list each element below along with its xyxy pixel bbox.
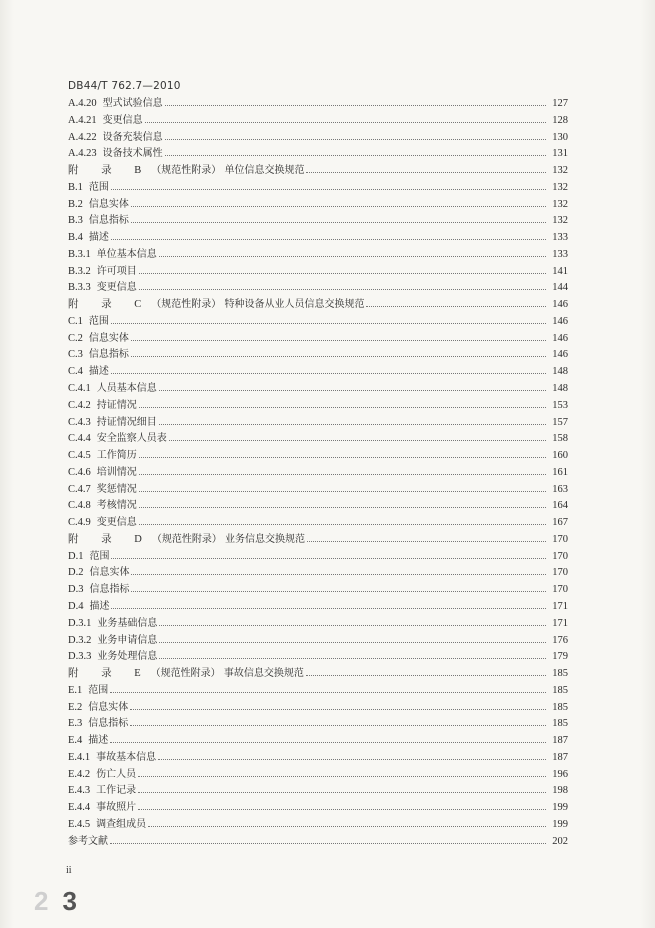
dot-leader <box>130 709 546 710</box>
toc-entry-title: 业务处理信息 <box>97 651 158 663</box>
toc-entry-number: E.2 <box>68 701 83 713</box>
toc-entry-title: 信息指标 <box>88 718 129 730</box>
toc-entry-number: E.4.2 <box>68 768 91 780</box>
toc-entry-number: E.3 <box>68 718 83 730</box>
toc-entry-page: 132 <box>552 198 568 210</box>
toc-entry-number: D.3.3 <box>68 651 92 663</box>
toc-entry[interactable] <box>68 113 568 130</box>
dot-leader <box>306 675 546 676</box>
dot-leader <box>111 239 546 240</box>
toc-entry-title: 范围 <box>89 550 110 562</box>
dot-leader <box>138 792 546 793</box>
dot-leader <box>159 424 546 425</box>
toc-entry-number: C.4.2 <box>68 399 91 411</box>
dot-leader <box>159 256 546 257</box>
toc-entry-title: 信息实体 <box>89 567 130 579</box>
toc-entry[interactable] <box>68 700 568 717</box>
toc-entry-title: 考核情况 <box>96 500 137 512</box>
toc-entry-title: 信息实体 <box>88 332 129 344</box>
toc-entry[interactable] <box>68 197 568 214</box>
toc-entry-page: 132 <box>552 165 568 177</box>
toc-entry-page: 133 <box>552 248 568 260</box>
toc-entry[interactable] <box>68 431 568 448</box>
toc-entry-page: 171 <box>552 617 568 629</box>
toc-entry-number: D.3 <box>68 584 84 596</box>
toc-entry-page: 202 <box>552 835 568 847</box>
toc-entry-number: C.1 <box>68 315 83 327</box>
toc-entry-page: 170 <box>552 567 568 579</box>
dot-leader <box>159 625 546 626</box>
toc-entry-number: C.4.7 <box>68 483 91 495</box>
toc-entry-page: 133 <box>552 232 568 244</box>
dot-leader <box>139 491 546 492</box>
toc-entry-title: 描述 <box>88 366 109 378</box>
toc-entry-title: （规范性附录） 事故信息交换规范 <box>150 668 304 680</box>
toc-entry-number: B.3.1 <box>68 248 91 260</box>
toc-entry-page: 196 <box>552 768 568 780</box>
toc-entry-page: 130 <box>552 131 568 143</box>
toc-entry-page: 146 <box>552 315 568 327</box>
toc-entry[interactable] <box>68 783 568 800</box>
table-of-contents <box>68 96 568 850</box>
toc-entry[interactable] <box>68 482 568 499</box>
toc-entry-number: C.4 <box>68 366 83 378</box>
dot-leader <box>145 122 546 123</box>
toc-entry-page: 185 <box>552 718 568 730</box>
toc-entry-page: 185 <box>552 684 568 696</box>
toc-entry-title: 许可项目 <box>96 265 137 277</box>
dot-leader <box>110 742 546 743</box>
toc-entry-title: 范围 <box>88 181 109 193</box>
dot-leader <box>139 524 546 525</box>
dot-leader <box>139 474 546 475</box>
toc-entry-page: 128 <box>552 114 568 126</box>
toc-entry-page: 163 <box>552 483 568 495</box>
toc-entry[interactable] <box>68 465 568 482</box>
toc-entry[interactable] <box>68 599 568 616</box>
toc-entry[interactable] <box>68 716 568 733</box>
dot-leader <box>138 776 546 777</box>
dot-leader <box>130 725 546 726</box>
toc-entry-number: D.4 <box>68 600 84 612</box>
toc-entry-title: 信息指标 <box>88 349 129 361</box>
toc-entry-title: 伤亡人员 <box>96 768 137 780</box>
toc-entry-page: 127 <box>552 98 568 109</box>
toc-entry-title: 范围 <box>88 684 109 696</box>
toc-entry-page: 146 <box>552 299 568 311</box>
toc-entry-number: B.4 <box>68 232 83 244</box>
toc-entry-number: C.2 <box>68 332 83 344</box>
toc-entry-page: 185 <box>552 701 568 713</box>
toc-entry[interactable] <box>68 415 568 432</box>
toc-entry-title: 单位基本信息 <box>96 248 157 260</box>
dot-leader <box>139 289 546 290</box>
toc-entry-title: 描述 <box>88 735 109 747</box>
toc-entry-title: （规范性附录） 单位信息交换规范 <box>151 165 305 177</box>
toc-entry-page: 198 <box>552 785 568 797</box>
toc-entry-number: B.1 <box>68 181 83 193</box>
toc-entry-number: 附 录 C <box>68 299 152 311</box>
toc-entry-number: 附 录 E <box>68 668 151 680</box>
toc-entry-number: C.4.3 <box>68 416 91 428</box>
toc-entry-page: 144 <box>552 282 568 294</box>
dot-leader <box>366 306 546 307</box>
toc-entry-page: 146 <box>552 349 568 361</box>
toc-entry[interactable] <box>68 750 568 767</box>
toc-entry-number: B.2 <box>68 198 83 210</box>
toc-entry-title: 业务申请信息 <box>97 634 158 646</box>
toc-entry-title: 变更信息 <box>96 282 137 294</box>
toc-entry-page: 157 <box>552 416 568 428</box>
toc-entry-number: A.4.23 <box>68 148 97 160</box>
dot-leader <box>165 105 546 106</box>
dot-leader <box>110 692 546 693</box>
toc-entry[interactable] <box>68 230 568 247</box>
toc-entry-title: 设备充装信息 <box>102 131 163 143</box>
toc-entry[interactable] <box>68 314 568 331</box>
dot-leader <box>148 826 546 827</box>
toc-entry-number: A.4.22 <box>68 131 97 143</box>
toc-entry-number: E.1 <box>68 684 83 696</box>
toc-entry-title: 奖惩情况 <box>96 483 137 495</box>
toc-entry-number: E.4.5 <box>68 818 91 830</box>
dot-leader <box>307 541 546 542</box>
toc-entry-number: C.4.1 <box>68 383 91 395</box>
toc-entry[interactable] <box>68 247 568 264</box>
toc-entry[interactable] <box>68 767 568 784</box>
dot-leader <box>131 356 546 357</box>
toc-entry-number: C.4.9 <box>68 517 91 529</box>
toc-entry-page: 132 <box>552 215 568 227</box>
dot-leader <box>111 558 546 559</box>
toc-entry-page: 170 <box>552 550 568 562</box>
standard-number: DB44/T 762.7—2010 <box>68 80 181 92</box>
toc-entry-title: （规范性附录） 业务信息交换规范 <box>151 533 306 545</box>
toc-entry-title: 变更信息 <box>96 517 137 529</box>
toc-entry-page: 148 <box>552 366 568 378</box>
toc-entry[interactable] <box>68 264 568 281</box>
toc-entry-page: 185 <box>552 668 568 680</box>
toc-entry-number: C.3 <box>68 349 83 361</box>
dot-leader <box>159 658 546 659</box>
toc-entry-page: 132 <box>552 181 568 193</box>
toc-entry-title: 变更信息 <box>102 114 143 126</box>
toc-entry-title: 信息实体 <box>88 198 129 210</box>
toc-entry-number: E.4 <box>68 735 83 747</box>
toc-entry-number: 附 录 D <box>68 533 152 545</box>
toc-entry[interactable] <box>68 180 568 197</box>
toc-entry[interactable] <box>68 130 568 147</box>
toc-entry-page: 153 <box>552 399 568 411</box>
toc-entry-page: 199 <box>552 818 568 830</box>
toc-entry-page: 187 <box>552 735 568 747</box>
dot-leader <box>165 155 546 156</box>
toc-entry-title: 事故基本信息 <box>96 751 157 763</box>
toc-entry-number: E.4.3 <box>68 785 91 797</box>
toc-entry[interactable] <box>68 213 568 230</box>
dot-leader <box>158 759 546 760</box>
toc-entry[interactable] <box>68 96 568 113</box>
toc-entry[interactable] <box>68 448 568 465</box>
toc-entry-number: C.4.5 <box>68 450 91 462</box>
toc-entry-title: 持证情况 <box>96 399 137 411</box>
toc-entry-page: 148 <box>552 383 568 395</box>
toc-entry-title: 信息指标 <box>89 584 130 596</box>
toc-entry[interactable] <box>68 800 568 817</box>
dot-leader <box>131 591 546 592</box>
toc-entry-number: B.3 <box>68 215 83 227</box>
dot-leader <box>169 440 546 441</box>
toc-entry-number: C.4.6 <box>68 466 91 478</box>
stamp-faint-digit: 2 <box>34 886 49 916</box>
toc-entry[interactable] <box>68 364 568 381</box>
scan-stamp <box>34 886 77 917</box>
dot-leader <box>131 206 546 207</box>
toc-entry-title: 范围 <box>88 315 109 327</box>
toc-entry[interactable] <box>68 515 568 532</box>
toc-entry-page: 158 <box>552 433 568 445</box>
toc-entry[interactable] <box>68 649 568 666</box>
dot-leader <box>111 189 546 190</box>
toc-entry-page: 199 <box>552 802 568 814</box>
dot-leader <box>139 407 546 408</box>
toc-entry[interactable] <box>68 834 568 851</box>
toc-entry-number: A.4.20 <box>68 98 97 109</box>
toc-entry-title: 设备技术属性 <box>102 148 163 160</box>
toc-entry-page: 176 <box>552 634 568 646</box>
toc-entry-number: D.2 <box>68 567 84 579</box>
toc-entry-title: 人员基本信息 <box>96 383 157 395</box>
dot-leader <box>111 608 546 609</box>
toc-entry-title: 业务基础信息 <box>97 617 158 629</box>
toc-entry-number: D.3.2 <box>68 634 92 646</box>
page-number-roman: ii <box>66 865 72 876</box>
toc-entry-number: C.4.4 <box>68 433 91 445</box>
toc-entry[interactable] <box>68 565 568 582</box>
dot-leader <box>111 373 546 374</box>
toc-entry-title: 信息指标 <box>88 215 129 227</box>
toc-entry[interactable] <box>68 733 568 750</box>
dot-leader <box>159 642 546 643</box>
toc-entry-page: 171 <box>552 600 568 612</box>
toc-entry-title: 描述 <box>88 232 109 244</box>
toc-entry-number: C.4.8 <box>68 500 91 512</box>
toc-appendix-entry[interactable] <box>68 532 568 549</box>
toc-entry[interactable] <box>68 817 568 834</box>
toc-entry[interactable] <box>68 280 568 297</box>
toc-entry-number: D.1 <box>68 550 84 562</box>
toc-entry-title: 信息实体 <box>88 701 129 713</box>
toc-entry-page: 164 <box>552 500 568 512</box>
dot-leader <box>165 139 546 140</box>
dot-leader <box>111 323 546 324</box>
toc-entry-page: 141 <box>552 265 568 277</box>
toc-entry-number: 附 录 B <box>68 165 152 177</box>
toc-appendix-entry[interactable] <box>68 666 568 683</box>
toc-entry-page: 160 <box>552 450 568 462</box>
toc-entry-number: E.4.1 <box>68 751 91 763</box>
dot-leader <box>139 457 546 458</box>
toc-entry-title: （规范性附录） 特种设备从业人员信息交换规范 <box>151 299 365 311</box>
toc-entry-title: 培训情况 <box>96 466 137 478</box>
dot-leader <box>110 843 546 844</box>
toc-entry-title: 持证情况细目 <box>96 416 157 428</box>
toc-entry[interactable] <box>68 398 568 415</box>
dot-leader <box>138 809 546 810</box>
toc-entry-title: 工作简历 <box>96 450 137 462</box>
toc-entry-page: 187 <box>552 751 568 763</box>
toc-appendix-entry[interactable] <box>68 163 568 180</box>
toc-entry[interactable] <box>68 683 568 700</box>
stamp-bold-digit: 3 <box>62 886 77 916</box>
toc-entry-number: B.3.3 <box>68 282 91 294</box>
toc-entry[interactable] <box>68 331 568 348</box>
toc-entry-page: 167 <box>552 517 568 529</box>
dot-leader <box>306 172 546 173</box>
toc-entry-page: 170 <box>552 533 568 545</box>
toc-entry-number: D.3.1 <box>68 617 92 629</box>
dot-leader <box>131 340 546 341</box>
toc-entry[interactable] <box>68 381 568 398</box>
dot-leader <box>131 222 546 223</box>
toc-entry-page: 161 <box>552 466 568 478</box>
toc-entry[interactable] <box>68 633 568 650</box>
dot-leader <box>139 273 546 274</box>
toc-entry-number: B.3.2 <box>68 265 91 277</box>
toc-entry[interactable] <box>68 347 568 364</box>
toc-entry-number: E.4.4 <box>68 802 91 814</box>
toc-entry-page: 179 <box>552 651 568 663</box>
toc-entry-title: 型式试验信息 <box>102 98 163 109</box>
toc-entry-title: 参考文献 <box>68 835 108 847</box>
toc-entry[interactable] <box>68 498 568 515</box>
toc-entry-title: 调查组成员 <box>96 818 147 830</box>
toc-entry-number: A.4.21 <box>68 114 97 126</box>
toc-appendix-entry[interactable] <box>68 297 568 314</box>
dot-leader <box>139 507 546 508</box>
toc-entry-page: 146 <box>552 332 568 344</box>
toc-entry-title: 工作记录 <box>96 785 137 797</box>
toc-entry-page: 131 <box>552 148 568 160</box>
toc-entry[interactable] <box>68 549 568 566</box>
dot-leader <box>131 574 546 575</box>
toc-entry-page: 170 <box>552 584 568 596</box>
toc-entry[interactable] <box>68 146 568 163</box>
toc-entry-title: 描述 <box>89 600 110 612</box>
toc-entry[interactable] <box>68 582 568 599</box>
dot-leader <box>159 390 546 391</box>
toc-entry-title: 事故照片 <box>96 802 137 814</box>
toc-entry[interactable] <box>68 616 568 633</box>
toc-entry-title: 安全监察人员表 <box>96 433 167 445</box>
